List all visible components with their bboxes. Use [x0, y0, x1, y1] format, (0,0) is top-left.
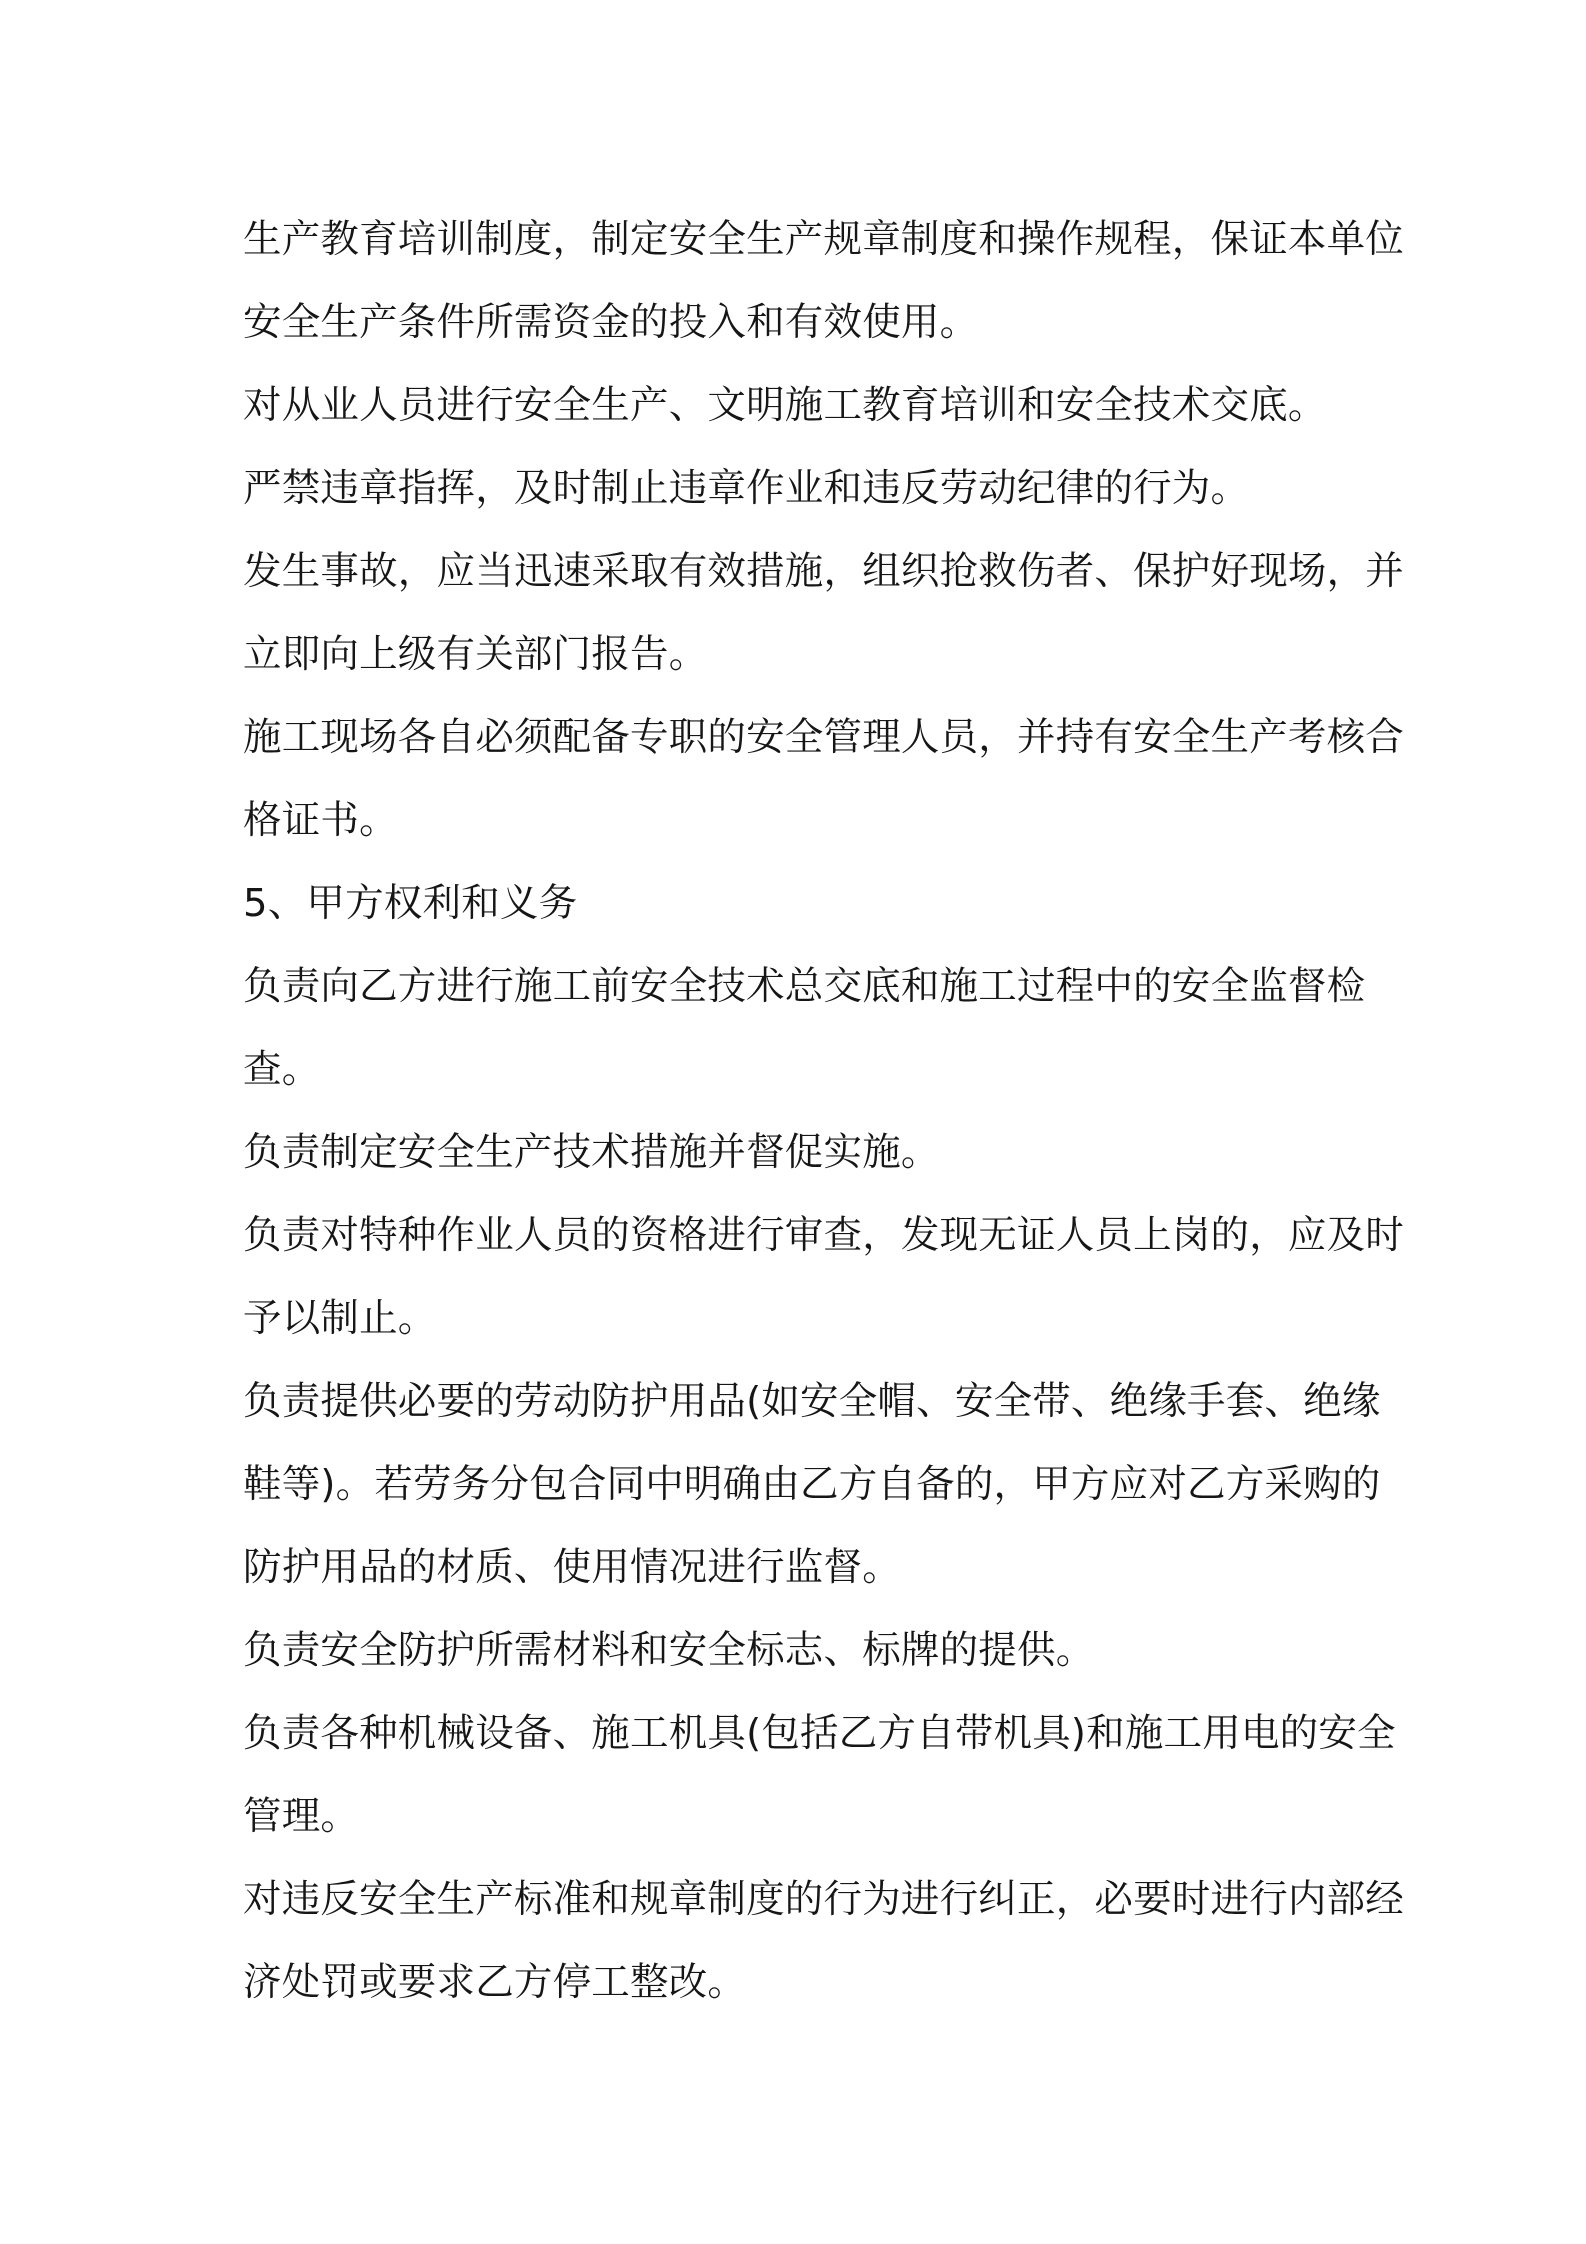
paragraph-line: 济处罚或要求乙方停工整改。 — [243, 1960, 747, 2005]
paragraph-5 — [243, 696, 1405, 862]
paragraph-line: 防护用品的材质、使用情况进行监督。 — [243, 1545, 901, 1590]
paragraph-line: 生产教育培训制度，制定安全生产规章制度和操作规程，保证本单位 — [243, 217, 1405, 262]
paragraph-13 — [243, 1858, 1405, 2024]
paragraph-line: 查。 — [243, 1047, 321, 1092]
paragraph-line: 施工现场各自必须配备专职的安全管理人员，并持有安全生产考核合 — [243, 715, 1405, 760]
paragraph-line: 安全生产条件所需资金的投入和有效使用。 — [243, 300, 979, 345]
paragraph-line: 5、甲方权利和义务 — [243, 881, 578, 926]
paragraph-7 — [243, 945, 1366, 1111]
paragraph-line: 负责向乙方进行施工前安全技术总交底和施工过程中的安全监督检 — [243, 964, 1366, 1009]
paragraph-line: 负责安全防护所需材料和安全标志、标牌的提供。 — [243, 1628, 1095, 1673]
document-body — [243, 198, 1405, 2024]
paragraph-line: 负责制定安全生产技术措施并督促实施。 — [243, 1130, 940, 1175]
paragraph-4 — [243, 530, 1405, 696]
paragraph-3 — [243, 447, 1353, 530]
paragraph-line: 格证书。 — [243, 798, 398, 843]
paragraph-line: 管理。 — [243, 1794, 360, 1839]
paragraph-line: 立即向上级有关部门报告。 — [243, 632, 708, 677]
paragraph-1 — [243, 198, 1405, 364]
paragraph-line: 鞋等)。若劳务分包合同中明确由乙方自备的，甲方应对乙方采购的 — [243, 1462, 1381, 1507]
paragraph-8 — [243, 1111, 1353, 1194]
paragraph-line: 对违反安全生产标准和规章制度的行为进行纠正，必要时进行内部经 — [243, 1877, 1405, 1922]
paragraph-11 — [243, 1609, 1353, 1692]
paragraph-line: 予以制止。 — [243, 1296, 437, 1341]
paragraph-2 — [243, 364, 1353, 447]
paragraph-line: 负责提供必要的劳动防护用品(如安全帽、安全带、绝缘手套、绝缘 — [243, 1379, 1381, 1424]
paragraph-line: 对从业人员进行安全生产、文明施工教育培训和安全技术交底。 — [243, 383, 1327, 428]
paragraph-line: 严禁违章指挥，及时制止违章作业和违反劳动纪律的行为。 — [243, 466, 1250, 511]
paragraph-line: 负责对特种作业人员的资格进行审查，发现无证人员上岗的，应及时 — [243, 1213, 1405, 1258]
paragraph-line: 负责各种机械设备、施工机具(包括乙方自带机具)和施工用电的安全 — [243, 1711, 1396, 1756]
paragraph-line: 发生事故，应当迅速采取有效措施，组织抢救伤者、保护好现场，并 — [243, 549, 1405, 594]
paragraph-10 — [243, 1360, 1381, 1609]
paragraph-12 — [243, 1692, 1396, 1858]
paragraph-9 — [243, 1194, 1405, 1360]
section-heading — [243, 862, 1353, 945]
